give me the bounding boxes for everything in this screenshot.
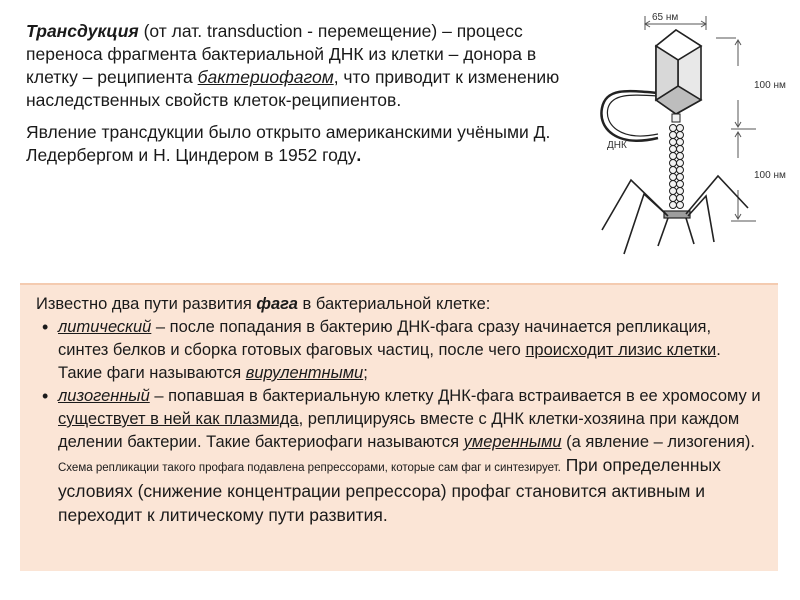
lysis-phrase: происходит лизис клетки [525, 341, 717, 359]
lytic-term: литический [58, 318, 152, 336]
lysogenic-term: лизогенный [58, 387, 150, 405]
lysogenic-text-2: , реплицируясь вместе с ДНК клетки-хозяина при каждом делении бактерии. Такие бактериофаги называются [58, 410, 740, 451]
lytic-text-2: . Такие фаги называются [58, 341, 721, 382]
dna-strand [601, 91, 658, 141]
base-plate [664, 211, 690, 218]
intro-text-2: в бактериальной клетке: [297, 295, 491, 313]
discovery-paragraph [26, 121, 586, 167]
etymology-text: (от лат. transduction - перемещение) – [138, 21, 457, 41]
development-paths-box [20, 283, 778, 571]
height-dimension [716, 38, 756, 221]
discovery-period: . [356, 145, 362, 165]
phage-head [656, 30, 701, 114]
intro-text-1: Известно два пути развития [36, 295, 257, 313]
definition-text: процесс переноса фрагмента бактериальной ДНК из клетки – донора в клетку – реципиента [26, 21, 537, 87]
phage-term: фага [256, 295, 298, 313]
list-item-lytic [58, 316, 764, 385]
bacteriophage-diagram [596, 8, 796, 268]
temperate-term: умеренными [463, 433, 562, 451]
paths-intro [36, 293, 764, 316]
lysogenic-text-3: (а явление – лизогения). [561, 433, 755, 451]
definition-end: , что приводит к изменению наследственных свойств клеток-реципиентов. [26, 67, 560, 110]
phage-tail [670, 114, 684, 209]
width-label: 65 нм [652, 12, 679, 23]
definition-paragraph [26, 20, 586, 112]
lysogenic-text-1: – попавшая в бактериальную клетку ДНК-фага встраивается в ее хромосому и [149, 387, 761, 405]
discovery-text: Явление трансдукции было открыто американскими учёными Д. Ледербергом и Н. Циндером в 1952 году [26, 122, 551, 165]
lysogenic-text-4: При определенных условиях (снижение концентрации репрессора) профаг становится активным и переходит к литическому пути развития. [58, 455, 721, 525]
list-item-lysogenic [58, 385, 764, 528]
term-transduction: Трансдукция [26, 21, 139, 41]
repression-note: Схема репликации такого профага подавлена репрессорами, которые сам фаг и синтезирует. [58, 462, 561, 474]
lytic-end: ; [363, 364, 368, 382]
dna-label: ДНК [607, 140, 627, 151]
plasmid-phrase: существует в ней как плазмида [58, 410, 299, 428]
tail-height-label: 100 нм [754, 170, 786, 181]
paths-list [36, 316, 764, 528]
bacteriophage-term: бактериофагом [197, 67, 334, 87]
head-height-label: 100 нм [754, 80, 786, 91]
intro-text [26, 20, 586, 167]
virulent-term: вирулентными [245, 364, 364, 382]
lytic-text-1: – после попадания в бактерию ДНК-фага сразу начинается репликация, синтез белков и сборка готовых фаговых частиц, после чего [58, 318, 712, 359]
